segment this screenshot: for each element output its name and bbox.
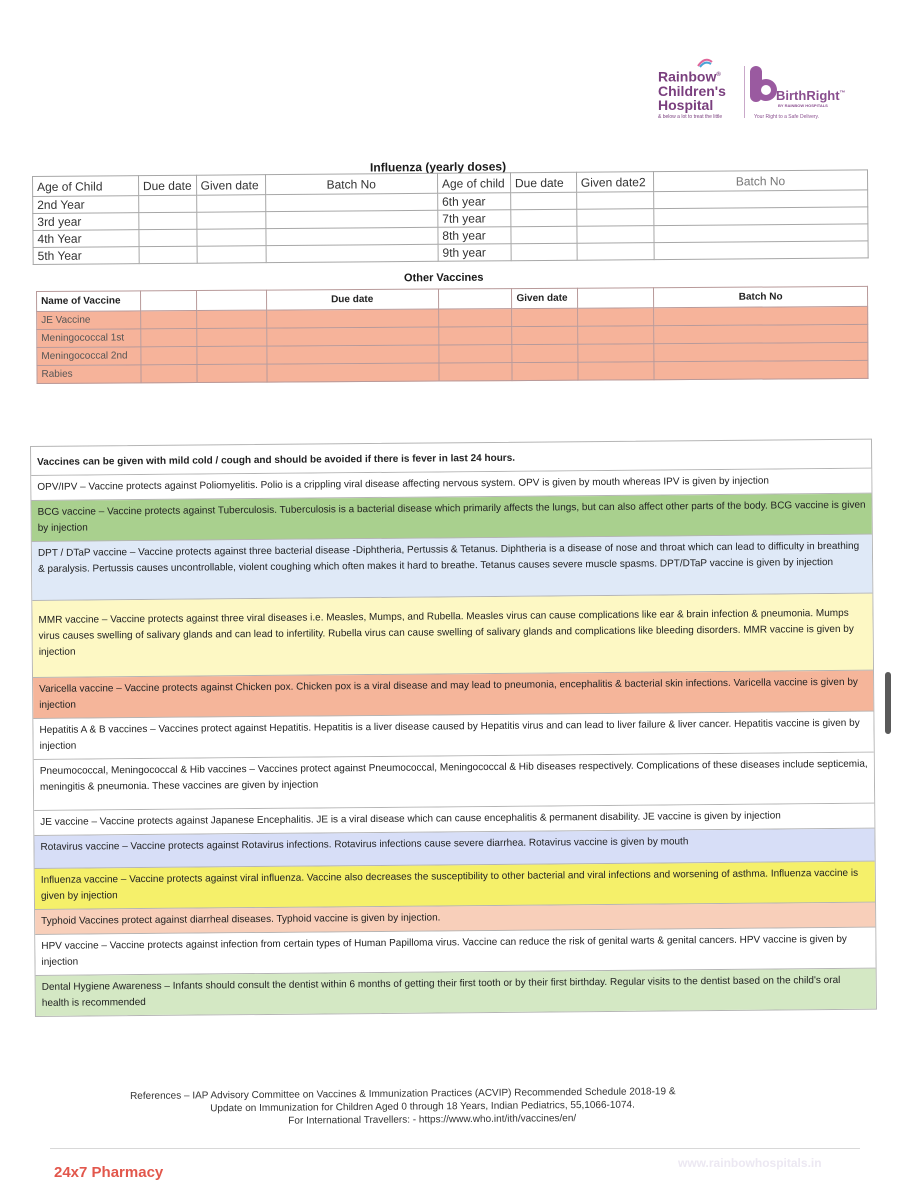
header-given-date: Given date (512, 288, 578, 308)
scrollbar-thumb[interactable] (885, 672, 891, 734)
vaccine-name-cell: Meningococcal 2nd (37, 347, 141, 366)
birthright-subline: BY RAINBOW HOSPITALS (778, 103, 828, 108)
header-batch-no-2: Batch No (653, 170, 867, 192)
batch-no-cell[interactable] (266, 244, 439, 262)
given-date-cell[interactable] (197, 246, 266, 264)
batch-no-cell[interactable] (265, 193, 438, 211)
age-cell: 4th Year (33, 230, 139, 248)
given-date-cell[interactable] (196, 229, 265, 247)
age-cell: 8th year (438, 227, 511, 245)
info-dpt: DPT / DTaP vaccine – Vaccine protects against three bacterial disease -Diphtheria, Pertussis & Tetanus. Diphtheria is a disease of nose and throat which can lead to difficulty in breathing & paralysis. Pertussis causes uncontrollable, violent coughing which often makes it hard to breathe. Tetanus causes severe muscle spasms. DPT/DTaP vaccine is given by injection (32, 535, 872, 601)
vaccine-name-cell: Meningococcal 1st (37, 329, 141, 348)
info-influenza: Influenza vaccine – Vaccine protects against viral influenza. Vaccine also decreases the susceptibility to other bacterial and viral infections and worsening of asthma. Influenza vaccine is given by injection (35, 862, 875, 910)
due-date-cell[interactable] (139, 229, 197, 246)
other-vaccines-title: Other Vaccines (403, 271, 484, 285)
info-pneumococcal: Pneumococcal, Meningococcal & Hib vaccines – Vaccines protect against Pneumococcal, Meningococcal & Hib diseases respectively. Complications of these diseases include septicemia, meningitis & pneumonia. These vaccines are given by injection (34, 753, 874, 811)
table-row (37, 360, 868, 383)
birthright-logo (748, 64, 858, 122)
batch-no-cell[interactable] (654, 224, 868, 243)
info-hpv: HPV vaccine – Vaccine protects against infection from certain types of Human Papilloma virus. Vaccine can reduce the risk of genital warts & genital cancers. HPV vaccine is given by injection (35, 928, 875, 976)
age-cell: 9th year (438, 244, 511, 262)
references (130, 1084, 790, 1129)
due-date-cell[interactable] (511, 192, 577, 210)
due-date-cell[interactable] (511, 243, 577, 261)
info-rotavirus: Rotavirus vaccine – Vaccine protects against Rotavirus infections. Rotavirus infections cause severe diarrhea. Rotavirus vaccine is given by mouth (34, 829, 874, 869)
batch-no-cell[interactable] (654, 241, 868, 260)
pharmacy-label: 24x7 Pharmacy (54, 1164, 164, 1181)
header-age-of-child-2: Age of child (437, 173, 510, 194)
info-bcg: BCG vaccine – Vaccine protects against Tuberculosis. Tuberculosis is a bacterial disease which primarily affects the lungs, but can also affect other parts of the body. BCG vaccine is given by injection (31, 494, 871, 542)
logo-divider (744, 66, 745, 118)
info-je: JE vaccine – Vaccine protects against Japanese Encephalitis. JE is a viral disease which can cause encephalitis & permanent disability. JE vaccine is given by injection (34, 804, 874, 836)
birthright-tagline: Your Right to a Safe Delivery. (754, 114, 820, 120)
age-cell: 7th year (438, 210, 511, 228)
vaccine-name-cell: JE Vaccine (37, 311, 141, 330)
info-hepatitis: Hepatitis A & B vaccines – Vaccines protect against Hepatitis. Hepatitis is a liver disease caused by Hepatitis virus and can lead to liver failure & liver cancer. Hepatitis vaccine is given by injection (33, 712, 873, 760)
due-date-cell[interactable] (138, 195, 196, 212)
hospital-tagline: & below a lot to treat the little (658, 114, 723, 120)
footer-divider (50, 1148, 860, 1149)
due-date-cell[interactable] (511, 209, 577, 227)
hospital-name: Rainbow® Children's Hospital (658, 68, 726, 113)
header-age-of-child: Age of Child (33, 176, 139, 197)
batch-no-cell[interactable] (265, 210, 438, 228)
birthright-name: BirthRight™ (776, 88, 846, 103)
given-date-cell[interactable] (577, 243, 654, 261)
age-cell: 5th Year (33, 247, 139, 265)
rainbow-hospital-logo (656, 56, 742, 122)
header-due-date: Due date (138, 175, 196, 195)
age-cell: 2nd Year (33, 196, 139, 214)
header-batch-no: Batch No (654, 286, 868, 307)
info-typhoid: Typhoid Vaccines protect against diarrheal diseases. Typhoid vaccine is given by injection. (35, 903, 875, 935)
age-cell: 3rd year (33, 213, 139, 231)
info-intro: Vaccines can be given with mild cold / cough and should be avoided if there is fever in last 24 hours. (31, 440, 871, 476)
header-due-date: Due date (266, 289, 438, 310)
header-due-date-2: Due date (510, 172, 576, 193)
given-date-cell[interactable] (196, 195, 265, 213)
website-link[interactable]: www.rainbowhospitals.in (678, 1156, 822, 1170)
influenza-title: Influenza (yearly doses) (369, 159, 507, 175)
header-given-date: Given date (196, 175, 265, 196)
info-opv-ipv: OPV/IPV – Vaccine protects against Poliomyelitis. Polio is a crippling viral disease affecting nervous system. OPV is given by mouth whereas IPV is given by injection (31, 469, 871, 501)
due-date-cell[interactable] (139, 246, 197, 263)
header-name-of-vaccine: Name of Vaccine (37, 291, 141, 312)
birthright-mother-icon (748, 64, 778, 108)
due-date-cell[interactable] (139, 212, 197, 229)
given-date-cell[interactable] (577, 209, 654, 227)
batch-no-cell[interactable] (265, 227, 438, 245)
other-vaccines-table (36, 286, 869, 384)
header-given-date-2: Given date2 (576, 172, 653, 193)
info-varicella: Varicella vaccine – Vaccine protects against Chicken pox. Chicken pox is a viral disease and may lead to pneumonia, encephalitis & bacterial skin infections. Varicella vaccine is given by injection (33, 671, 873, 719)
batch-no-cell[interactable] (653, 190, 867, 209)
vaccine-info-box (30, 439, 877, 1017)
due-date-cell[interactable] (511, 226, 577, 244)
reference-line-2: Update on Immunization for Children Aged 0 through 18 Years, Indian Pediatrics, 55,1066-1074. (210, 1099, 635, 1115)
given-date-cell[interactable] (576, 192, 653, 210)
age-cell: 6th year (438, 193, 511, 211)
reference-line-1: References – IAP Advisory Committee on Vaccines & Immunization Practices (ACVIP) Recommended Schedule 2018-19 & (130, 1086, 676, 1102)
influenza-table (32, 169, 869, 265)
given-date-cell[interactable] (196, 212, 265, 230)
info-dental: Dental Hygiene Awareness – Infants should consult the dentist within 6 months of getting their first tooth or by their first birthday. Regular visits to the dentist based on the child's oral health is recommended (36, 969, 876, 1016)
info-mmr: MMR vaccine – Vaccine protects against three viral diseases i.e. Measles, Mumps, and Rubella. Measles virus can cause complications like ear & brain infection & pneumonia. Mumps virus causes swelling of salivary glands and can lead to infertility. Rubella virus can cause swelling of salivary glands and complications like bleeding disorders. MMR vaccine is given by injection (32, 594, 873, 678)
reference-line-3: For International Travellers: - https://www.who.int/ith/vaccines/en/ (288, 1113, 577, 1127)
header-batch-no: Batch No (265, 173, 438, 194)
batch-no-cell[interactable] (654, 207, 868, 226)
rainbow-swirl-icon (696, 56, 714, 68)
vaccine-name-cell: Rabies (37, 365, 141, 384)
given-date-cell[interactable] (577, 226, 654, 244)
